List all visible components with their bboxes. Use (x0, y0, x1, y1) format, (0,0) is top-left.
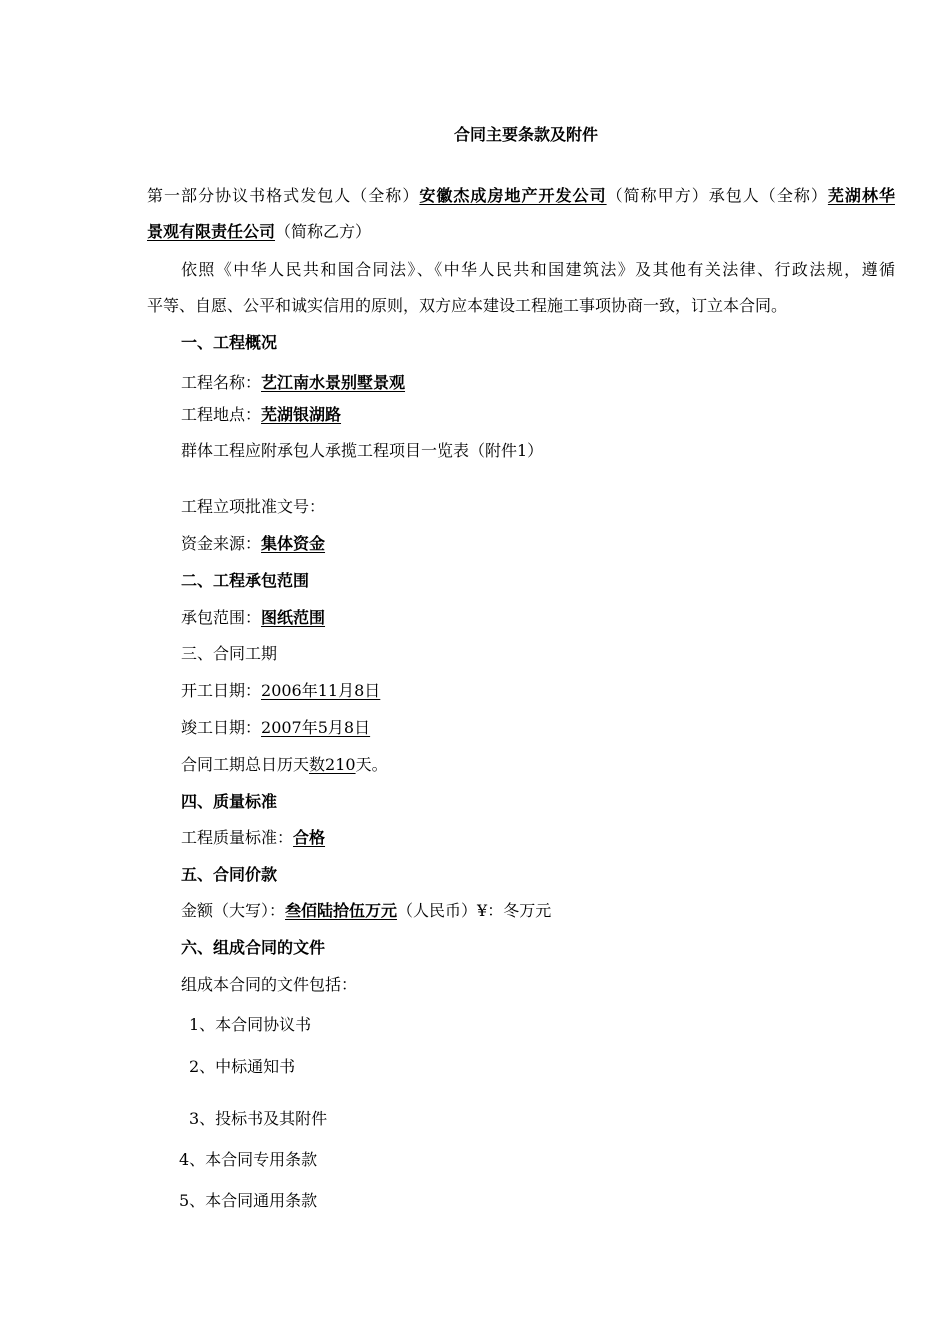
section-5-heading: 五、合同价款 (181, 865, 278, 884)
parties-line-1 (147, 185, 895, 207)
parties-line-2 (147, 221, 371, 243)
end-date-value: 2007年5月8日 (261, 718, 371, 737)
list-item: 4、本合同专用条款 (179, 1150, 318, 1169)
scope-line (181, 607, 325, 629)
total-days-text-1: 合同工期总日历天 (181, 755, 310, 774)
section-4-heading: 四、质量标准 (181, 792, 278, 811)
section-1-heading: 一、工程概况 (181, 333, 278, 352)
start-date-line (181, 680, 380, 702)
section-3-heading: 三、合同工期 (181, 644, 278, 663)
start-date-label: 开工日期： (181, 681, 262, 700)
project-name-line (181, 372, 405, 394)
document-title: 合同主要条款及附件 (453, 125, 598, 144)
parties-text-1: 第一部分协议书格式发包人（全称） (147, 186, 420, 205)
fund-source-line (181, 533, 325, 555)
amount-line (181, 900, 551, 922)
intro-line-1: 依照《中华人民共和国合同法》、《中华人民共和国建筑法》及其他有关法律、行政法规，遵循 (181, 260, 895, 279)
amount-value: 叁佰陆拾伍万元 (285, 901, 398, 920)
section-6-heading: 六、组成合同的文件 (181, 938, 326, 957)
quality-value: 合格 (293, 828, 326, 847)
documents-intro: 组成本合同的文件包括： (181, 975, 358, 994)
employer-name: 安徽杰成房地产开发公司 (419, 186, 607, 205)
end-date-line (181, 717, 370, 739)
parties-text-2: （简称甲方）承包人（全称） (606, 186, 828, 205)
amount-text-2: （人民币）¥：冬万元 (397, 901, 552, 920)
quality-label: 工程质量标准： (181, 828, 294, 847)
total-days-value: 数210 (309, 755, 356, 774)
scope-label: 承包范围： (181, 608, 262, 627)
total-days-text-2: 天。 (355, 755, 388, 774)
project-location-line (181, 404, 341, 426)
list-item: 5、本合同通用条款 (179, 1191, 318, 1210)
list-item: 3、投标书及其附件 (189, 1109, 328, 1128)
intro-line-2: 平等、自愿、公平和诚实信用的原则，双方应本建设工程施工事项协商一致，订立本合同。 (147, 296, 788, 315)
project-name-label: 工程名称： (181, 373, 262, 392)
fund-source-value: 集体资金 (261, 534, 326, 553)
start-date-value: 2006年11月8日 (261, 681, 381, 700)
project-location-label: 工程地点： (181, 405, 262, 424)
contractor-name-part2: 景观有限责任公司 (147, 222, 276, 241)
section-2-heading: 二、工程承包范围 (181, 571, 310, 590)
amount-label: 金额（大写）： (181, 901, 286, 920)
parties-text-3: （简称乙方） (275, 222, 372, 241)
fund-source-label: 资金来源： (181, 534, 262, 553)
project-location-value: 芜湖银湖路 (261, 405, 342, 424)
total-days-line (181, 754, 388, 776)
contractor-name-part1: 芜湖林华 (827, 186, 895, 205)
end-date-label: 竣工日期： (181, 718, 262, 737)
scope-value: 图纸范围 (261, 608, 326, 627)
list-item: 2、中标通知书 (189, 1057, 296, 1076)
approval-number-line: 工程立项批准文号： (181, 497, 326, 516)
group-project-line: 群体工程应附承包人承揽工程项目一览表（附件1） (181, 441, 544, 460)
quality-line (181, 827, 325, 849)
project-name-value: 艺江南水景别墅景观 (261, 373, 406, 392)
list-item: 1、本合同协议书 (189, 1015, 312, 1034)
